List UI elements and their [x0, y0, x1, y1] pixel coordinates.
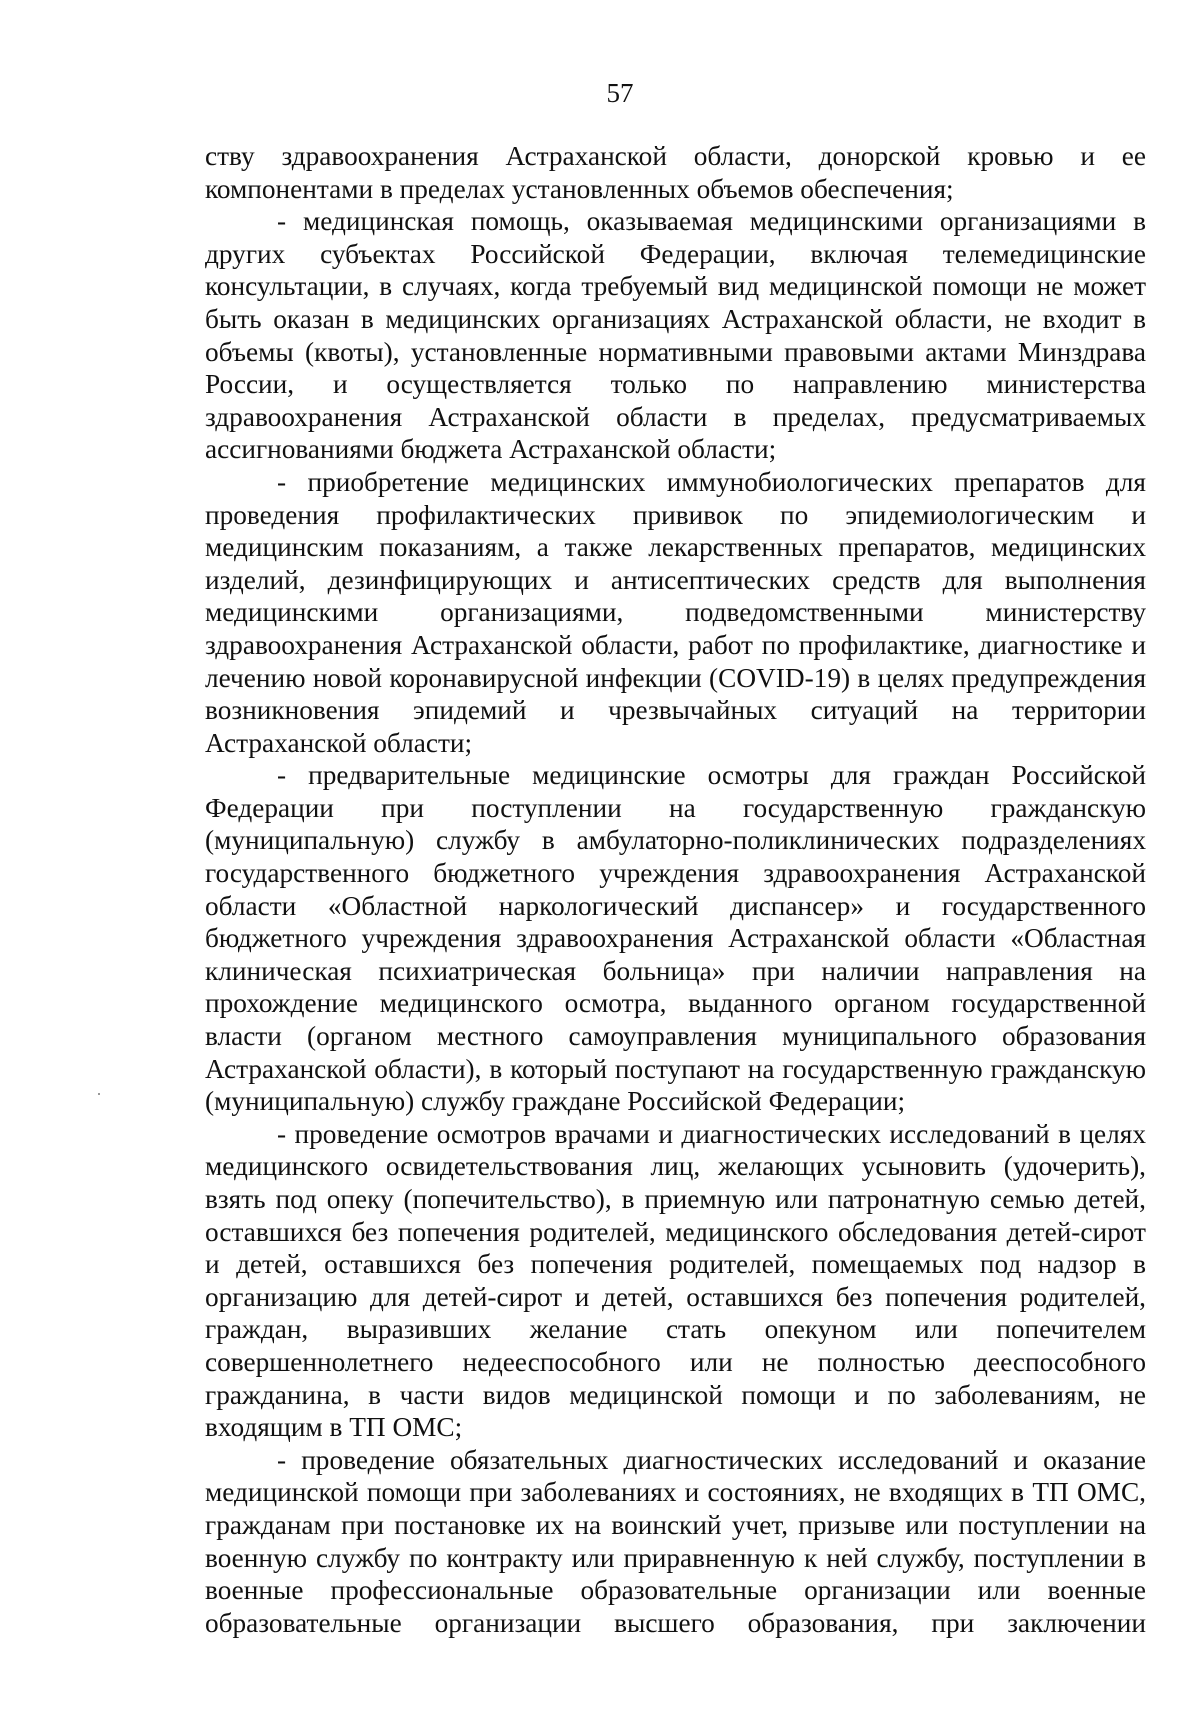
paragraph-continuation: ству здравоохранения Астраханской области, донорской кровью и ее компонентами в пределах установленных объемов обеспечения; — [205, 141, 1146, 204]
paragraph-military-registration: - проведение обязательных диагностических исследований и оказание медицинской помощи при заболеваниях и состояниях, не входящих в ТП ОМС, гражданам при постановке их на воинский учет, призыве или поступлении на военную службу по контракту или приравненную к ней службу, поступлении в военные профессиональные образовательные организации или военные образовательные организации высшего образования, при заключении — [205, 1444, 1146, 1638]
document-body — [205, 140, 1146, 1639]
paragraph-telemedicine: - медицинская помощь, оказываемая медицинскими организациями в других субъектах Российской Федерации, включая телемедицинские консультации, в случаях, когда требуемый вид медицинской помощи не может быть оказан в медицинских организациях Астраханской области, не входит в объемы (квоты), установленные нормативными правовыми актами Минздрава России, и осуществляется только по направлению министерства здравоохранения Астраханской области в пределах, предусматриваемых ассигнованиями бюджета Астраханской области; — [205, 206, 1146, 465]
paragraph-adoption-exams: - проведение осмотров врачами и диагностических исследований в целях медицинского освидетельствования лиц, желающих усыновить (удочерить), взять под опеку (попечительство), в приемную или патронатную семью детей, оставшихся без попечения родителей, медицинского обследования детей-сирот и детей, оставшихся без попечения родителей, помещаемых под надзор в организацию для детей-сирот и детей, оставшихся без попечения родителей, граждан, выразивших желание стать опекуном или попечителем совершеннолетнего недееспособного или не полностью дееспособного гражданина, в части видов медицинской помощи и по заболеваниям, не входящим в ТП ОМС; — [205, 1118, 1146, 1443]
page-number: 57 — [606, 78, 634, 108]
scan-artifact — [98, 1093, 100, 1095]
paragraph-preliminary-exams: - предварительные медицинские осмотры для граждан Российской Федерации при поступлении на государственную гражданскую (муниципальную) службу в амбулаторно-поликлинических подразделениях государственного бюджетного учреждения здравоохранения Астраханской области «Областной наркологический диспансер» и государственного бюджетного учреждения здравоохранения Астраханской области «Областная клиническая психиатрическая больница» при наличии направления на прохождение медицинского осмотра, выданного органом государственной власти (органом местного самоуправления муниципального образования Астраханской области), в который поступают на государственную гражданскую (муниципальную) службу граждане Российской Федерации; — [205, 760, 1146, 1117]
paragraph-immunobiological: - приобретение медицинских иммунобиологических препаратов для проведения профилактических прививок по эпидемиологическим и медицинским показаниям, а также лекарственных препаратов, медицинских изделий, дезинфицирующих и антисептических средств для выполнения медицинскими организациями, подведомственными министерству здравоохранения Астраханской области, работ по профилактике, диагностике и лечению новой коронавирусной инфекции (COVID-19) в целях предупреждения возникновения эпидемий и чрезвычайных ситуаций на территории Астраханской области; — [205, 466, 1146, 758]
